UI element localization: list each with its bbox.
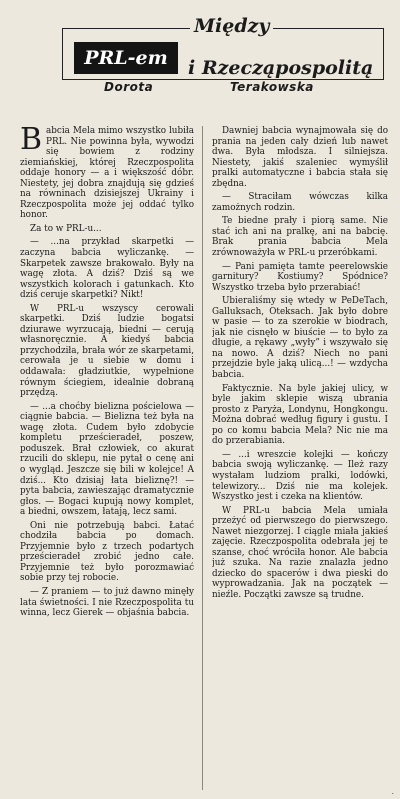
- drop-cap: B: [20, 126, 43, 157]
- paragraph: — Z praniem — to już dawno minęły lata świetności. I nie Rzeczpospolita tu winna, lecz Gierek — objaśnia babcia.: [20, 586, 194, 619]
- paragraph: — ...na przykład skarpetki — zaczyna babcia wyliczankę. — Skarpetek zawsze brakowało. Były na wagę złota. A dziś? Dziś są we wszystkich kolorach i gatunkach. Kto dziś ceruje skarpetki? Nikt!: [20, 237, 194, 301]
- paragraph: — Straciłam wówczas kilka zamożnych rodzin.: [212, 192, 388, 213]
- column-divider: [202, 126, 203, 790]
- paragraph: [20, 126, 194, 221]
- paragraph: Ubieraliśmy się wtedy w PeDeTach, Galluksach, Oteksach. Jak było dobre w pasie — to za szerokie w biodrach, jak nie cisnęło w biuście — to było za długie, a rękawy „wyły” i wszywało się na nowo. A dziś? Niech no pani przejdzie byle jaką ulicą...! — wzdycha babcia.: [212, 296, 388, 381]
- title-line-2: i Rzecząpospolitą: [188, 57, 374, 79]
- author-last-name: Terakowska: [230, 80, 314, 94]
- end-mark: .: [391, 787, 394, 796]
- paragraph: W PRL-u wszyscy cerowali skarpetki. Dziś ludzie bogatsi dziurawe wyrzucają, biedni — cerują własnoręcznie. A kiedyś babcia przychodziła, brała wór ze skarpetami, cerowała je u siebie w domu i oddawała: gładziutkie, wypełnione równym ściegiem, idealnie dobraną przędzą.: [20, 303, 194, 399]
- right-column: [212, 126, 388, 794]
- paragraph: Te biedne prały i piorą same. Nie stać ich ani na pralkę, ani na babcię. Brak prania babcia Mela zrównoważyła w PRL-u przeróbkami.: [212, 216, 388, 259]
- left-column: [20, 126, 194, 794]
- paragraph: Za to w PRL-u...: [30, 223, 102, 234]
- paragraph: W PRL-u babcia Mela umiała przeżyć od pierwszego do pierwszego. Nawet niezgorzej. I ciągle miała jakieś zajęcie. Rzeczpospolita odebrała jej te szanse, choć wróciła honor. Ale babcia już szuka. Na razie znalazła jedno dziecko do spacerów i dwa pieski do wyprowadzania. Jak na początek — nieźle. Początki zawsze są trudne.: [212, 505, 388, 600]
- paragraph: Dawniej babcia wynajmowała się do prania na jeden cały dzień lub nawet dwa. Była młodsza. I silniejsza. Niestety, jakiś szaleniec wymyślił pralki automatyczne i babcia stała się zbędna.: [212, 126, 388, 189]
- paragraph: — Pani pamięta tamte peerelowskie garnitury? Kostiumy? Spódnice? Wszystko trzeba było przerabiać!: [212, 261, 388, 293]
- paragraph-text: abcia Mela mimo wszystko lubiła PRL. Nie powinna była, wywodzi się bowiem z rodziny ziemiańskiej, której Rzeczpospolita oddaje honory — a i większość dóbr. Niestety, jej dobra znajdują się gdzieś na równinach dzisiejszej Ukrainy i Rzeczpospolita może jej oddać tylko honor.: [20, 126, 194, 221]
- banner-label: PRL-em: [84, 47, 168, 69]
- author-first-name: Dorota: [104, 80, 154, 94]
- paragraph: Faktycznie. Na byle jakiej ulicy, w byle jakim sklepie wiszą ubrania prosto z Paryża, Londynu, Hongkongu. Można dobrać według figury i gustu. I po co komu babcia Mela? Nic nie ma do przerabiania.: [212, 383, 388, 447]
- paragraph: Oni nie potrzebują babci. Łatać chodziła babcia po domach. Przyjemnie było z trzech podartych prześcieradeł zrobić jedno całe. Przyjemnie też było porozmawiać sobie przy tej robocie.: [20, 520, 194, 584]
- paragraph: — ...i wreszcie kolejki — kończy babcia swoją wyliczankę. — Ileż razy wystałam ludziom pralki, lodówki, telewizory... Dziś nie ma kolejek. Wszystko jest i czeka na klientów.: [212, 449, 388, 503]
- title-line-1: Między: [190, 14, 273, 38]
- paragraph: — ...a choćby bielizna pościelowa — ciągnie babcia. — Bielizna też była na wagę złota. Cudem było zdobycie kompletu prześcieradeł, poszew, poduszek. Brał człowiek, co akurat rzucili do sklepu, nie pytał o cenę ani o wygląd. Jeszcze się bili w kolejce! A dziś... Kto dzisiaj łata bieliznę?! — pyta babcia, zawieszając dramatycznie głos. — Bogaci kupują nowy komplet, a biedni, owszem, łatają, lecz sami.: [20, 401, 194, 518]
